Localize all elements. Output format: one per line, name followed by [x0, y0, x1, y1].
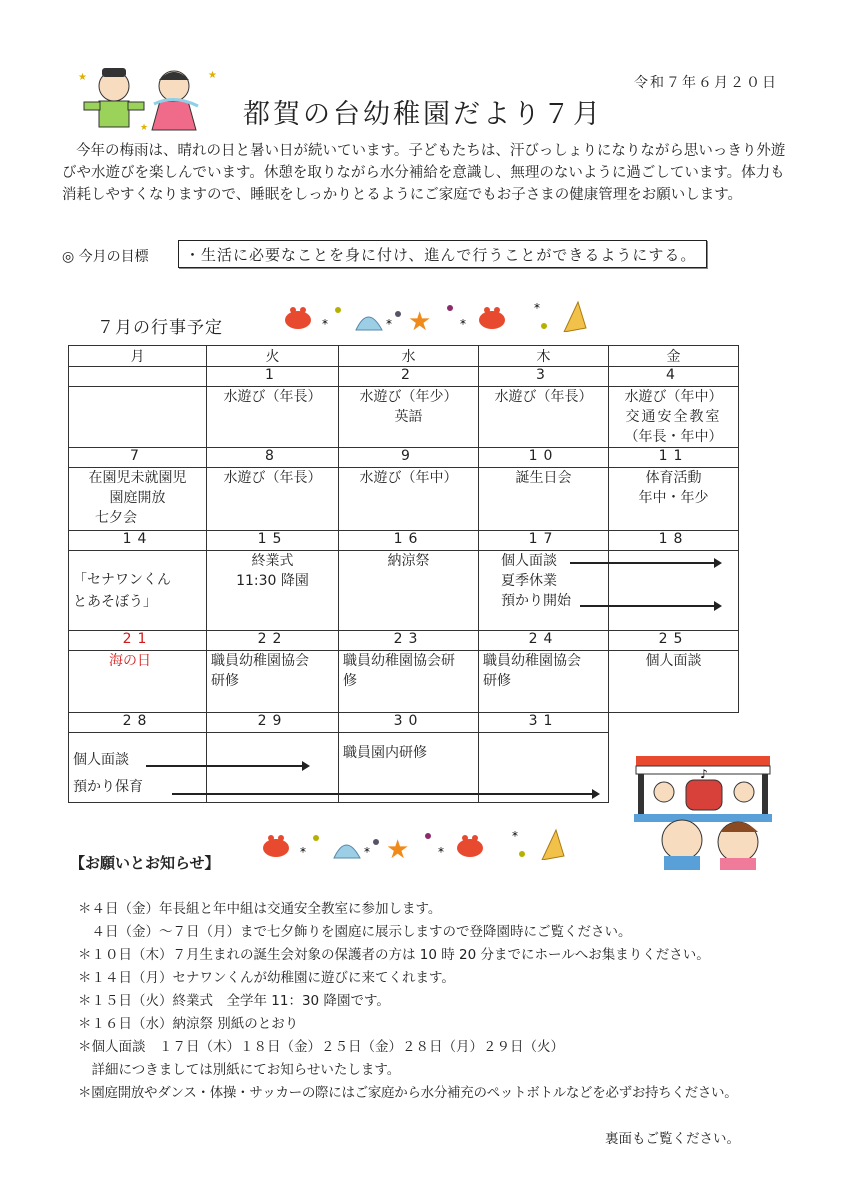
weekday-mon: 月: [69, 346, 207, 367]
svg-text:♪: ♪: [700, 767, 708, 781]
notice-list: [78, 898, 737, 1105]
date-cell: 2: [339, 367, 479, 387]
monthly-goal-label: ◎ 今月の目標: [62, 249, 149, 265]
weekday-wed: 水: [339, 346, 479, 367]
date-cell: 30: [339, 713, 479, 733]
notice-item: ＊１０日（木）７月生まれの誕生会対象の保護者の方は 10 時 20 分までにホールへお集まりください。: [78, 947, 710, 963]
svg-text:*: *: [300, 845, 306, 859]
event-cell: [479, 733, 609, 803]
festival-illustration: [634, 752, 774, 872]
crab-icon: [263, 835, 289, 857]
schedule-title: ７月の行事予定: [97, 318, 223, 338]
holiday-date-cell: 21: [69, 631, 207, 651]
crab-icon: [479, 307, 505, 329]
weekday-thu: 木: [479, 346, 609, 367]
event-cell: 個人面談 夏季休業 預かり開始: [479, 551, 609, 631]
week2-date-row: [69, 448, 739, 468]
date-cell: 14: [69, 531, 207, 551]
tanabata-illustration: [74, 64, 224, 134]
shell-icon: [356, 317, 382, 330]
notice-item: ＊１６日（水）納涼祭 別紙のとおり: [78, 1016, 299, 1032]
svg-text:*: *: [438, 845, 444, 859]
starfish-icon: [386, 835, 409, 860]
svg-text:★: ★: [408, 307, 432, 332]
notice-item: ＊園庭開放やダンス・体操・サッカーの際にはご家庭から水分補充のペットボトルなどを必ずお持ちください。: [78, 1085, 738, 1101]
see-reverse-note: 裏面もご覧ください。: [605, 1131, 740, 1147]
week3-date-row: [69, 531, 739, 551]
event-cell: 個人面談: [609, 651, 739, 713]
svg-text:*: *: [460, 317, 466, 331]
week4-events-row: [69, 651, 739, 713]
svg-text:*: *: [364, 845, 370, 859]
notice-item: ＊４日（金）年長組と年中組は交通安全教室に参加します。: [78, 901, 442, 917]
crab-icon: [285, 307, 311, 329]
event-cell: 在園児未就園児 園庭開放 七夕会: [69, 468, 207, 531]
issue-date: 令和７年６月２０日: [634, 75, 778, 91]
arrow-interview-17-18: [570, 562, 720, 564]
event-cell: 職員園内研修: [339, 733, 479, 803]
date-cell: 24: [479, 631, 609, 651]
event-cell: 水遊び（年少） 英語: [339, 387, 479, 448]
arrow-interview-28-29: [146, 765, 308, 767]
holiday-label: 海の日: [109, 653, 151, 669]
date-cell: 22: [207, 631, 339, 651]
date-cell: 16: [339, 531, 479, 551]
svg-text:★: ★: [78, 72, 87, 83]
sea-decoration-bottom: [256, 826, 576, 860]
notice-item: ＊１４日（月）セナワンくんが幼稚園に遊びに来てくれます。: [78, 970, 455, 986]
date-cell: 23: [339, 631, 479, 651]
svg-text:★: ★: [208, 70, 217, 81]
crab-icon: [457, 835, 483, 857]
seashell-icon: [564, 302, 586, 332]
svg-text:*: *: [322, 317, 328, 331]
schedule-table: [68, 345, 739, 803]
event-cell: 誕生日会: [479, 468, 609, 531]
week1-date-row: [69, 367, 739, 387]
date-cell: 8: [207, 448, 339, 468]
week4-date-row: [69, 631, 739, 651]
notice-title: 【お願いとお知らせ】: [70, 854, 220, 872]
event-cell: 終業式 11:30 降園: [207, 551, 339, 631]
hikoboshi-figure: [84, 68, 144, 127]
event-cell: 水遊び（年中） 交通安全教室 （年長・年中）: [609, 387, 739, 448]
orihime-figure: [152, 71, 198, 130]
event-cell: 納涼祭: [339, 551, 479, 631]
event-cell: 水遊び（年中）: [339, 468, 479, 531]
shell-icon: [334, 845, 360, 858]
seashell-icon: [542, 830, 564, 860]
date-cell: 18: [609, 531, 739, 551]
event-cell: 水遊び（年長）: [207, 468, 339, 531]
svg-text:★: ★: [140, 123, 149, 133]
weekday-tue: 火: [207, 346, 339, 367]
svg-text:*: *: [386, 317, 392, 331]
date-cell: 17: [479, 531, 609, 551]
date-cell: 10: [479, 448, 609, 468]
event-cell: 水遊び（年長）: [479, 387, 609, 448]
event-cell: 「セナワンくん とあそぼう」: [69, 551, 207, 631]
notice-item: 詳細につきましては別紙にてお知らせいたします。: [78, 1062, 401, 1078]
event-cell: 体育活動 年中・年少: [609, 468, 739, 531]
date-cell: 29: [207, 713, 339, 733]
weekday-fri: 金: [609, 346, 739, 367]
date-cell: 31: [479, 713, 609, 733]
starfish-icon: [408, 307, 431, 332]
arrow-childcare-28-31: [172, 793, 598, 795]
date-cell: 15: [207, 531, 339, 551]
svg-text:★: ★: [386, 835, 410, 860]
arrow-childcare-17-18: [580, 605, 720, 607]
date-cell: 7: [69, 448, 207, 468]
notice-item: ４日（金）～７日（月）まで七夕飾りを園庭に展示しますので登降園時にご覧ください。: [78, 924, 632, 940]
event-cell: 水遊び（年長）: [207, 387, 339, 448]
page-title: 都賀の台幼稚園だより７月: [243, 99, 603, 130]
notice-item: ＊１５日（火）終業式 全学年 11：30 降園です。: [78, 993, 390, 1009]
date-cell: 9: [339, 448, 479, 468]
sea-decoration-top: [278, 298, 598, 332]
week2-events-row: [69, 468, 739, 531]
event-cell: [207, 733, 339, 803]
event-cell: [69, 651, 207, 713]
svg-text:*: *: [534, 301, 540, 315]
event-cell: [69, 387, 207, 448]
monthly-goal-box: ・生活に必要なことを身に付け、進んで行うことができるようにする。: [178, 240, 707, 268]
date-cell: [69, 367, 207, 387]
svg-text:*: *: [512, 829, 518, 843]
intro-paragraph: 今年の梅雨は、晴れの日と暑い日が続いています。子どもたちは、汗びっしょりになりながら思いっきり外遊びや水遊びを楽しんでいます。休憩を取りながら水分補給を意識し、無理のないように過ごしています。体力も消耗しやすくなりますので、睡眠をしっかりとるようにご家庭でもお子さまの健康管理をお願いします。: [62, 143, 786, 203]
event-cell: 個人面談 預かり保育: [69, 733, 207, 803]
date-cell: 3: [479, 367, 609, 387]
event-cell: 職員幼稚園協会研 修: [339, 651, 479, 713]
week5-date-row: [69, 713, 739, 733]
notice-item: ＊個人面談 １７日（木）１８日（金）２５日（金）２８日（月）２９日（火）: [78, 1039, 564, 1055]
event-cell: 職員幼稚園協会 研修: [207, 651, 339, 713]
date-cell: 25: [609, 631, 739, 651]
event-cell: 職員幼稚園協会 研修: [479, 651, 609, 713]
date-cell: 11: [609, 448, 739, 468]
week1-events-row: [69, 387, 739, 448]
weekday-header-row: [69, 346, 739, 367]
date-cell: 28: [69, 713, 207, 733]
date-cell: 4: [609, 367, 739, 387]
date-cell: 1: [207, 367, 339, 387]
